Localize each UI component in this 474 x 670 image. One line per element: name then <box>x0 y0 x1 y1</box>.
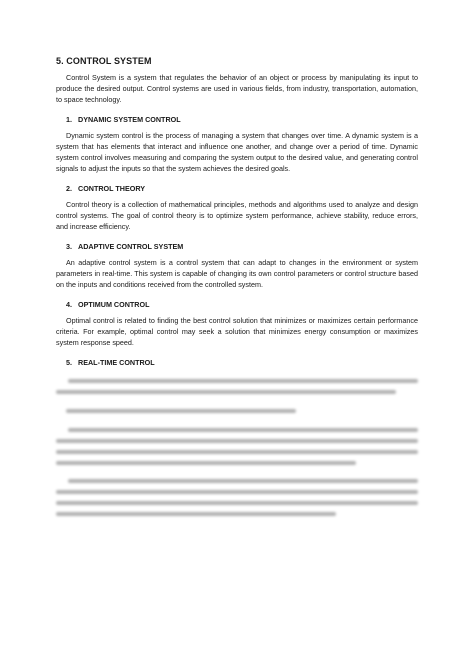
section-heading <box>56 358 418 367</box>
document-title: 5. CONTROL SYSTEM <box>56 56 152 66</box>
section-paragraph: Optimal control is related to finding the best control solution that minimizes or maximizes certain performance criteria. For example, optimal control may seek a solution that minimizes energy consumption or maximizes system response speed. <box>56 316 418 347</box>
section-dynamic-system-control <box>56 115 418 174</box>
section-control-theory <box>56 184 418 232</box>
section-optimum-control <box>56 300 418 348</box>
intro-paragraph: Control System is a system that regulates the behavior of an object or process by manipulating its input to produce the desired output. Control systems are used in various fields, from industry, transportation, automation, to space technology. <box>56 73 418 104</box>
section-real-time-control <box>56 358 418 367</box>
section-paragraph: An adaptive control system is a control system that can adapt to changes in the environment or system parameters in real-time. This system is capable of changing its own control parameters or control structure based on the inputs and conditions received from the controlled system. <box>56 258 418 289</box>
section-number: 3. <box>66 242 72 251</box>
section-number: 5. <box>66 358 72 367</box>
section-number: 2. <box>66 184 72 193</box>
section-title: OPTIMUM CONTROL <box>78 300 150 309</box>
section-heading <box>56 300 418 309</box>
section-heading <box>56 242 418 251</box>
section-paragraph: Dynamic system control is the process of managing a system that changes over time. A dynamic system is a system that has elements that interact and influence one another, and change over a period of time. Dynamic system control involves measuring and comparing the system output to the desired value, and generating control signals to adjust the inputs so that the system achieves the desired goals. <box>56 131 418 173</box>
section-number: 4. <box>66 300 72 309</box>
section-number: 1. <box>66 115 72 124</box>
blurred-content <box>56 373 418 528</box>
section-heading <box>56 184 418 193</box>
section-title: ADAPTIVE CONTROL SYSTEM <box>78 242 184 251</box>
section-paragraph: Control theory is a collection of mathematical principles, methods and algorithms used to analyze and design control systems. The goal of control theory is to optimize system performance, achieve stability, reduce errors, and increase efficiency. <box>56 200 418 231</box>
blurred-text-placeholder <box>56 373 418 523</box>
section-heading <box>56 115 418 124</box>
section-title: DYNAMIC SYSTEM CONTROL <box>78 115 181 124</box>
section-title: REAL-TIME CONTROL <box>78 358 155 367</box>
section-adaptive-control-system <box>56 242 418 290</box>
document-content <box>56 56 418 528</box>
section-title: CONTROL THEORY <box>78 184 146 193</box>
